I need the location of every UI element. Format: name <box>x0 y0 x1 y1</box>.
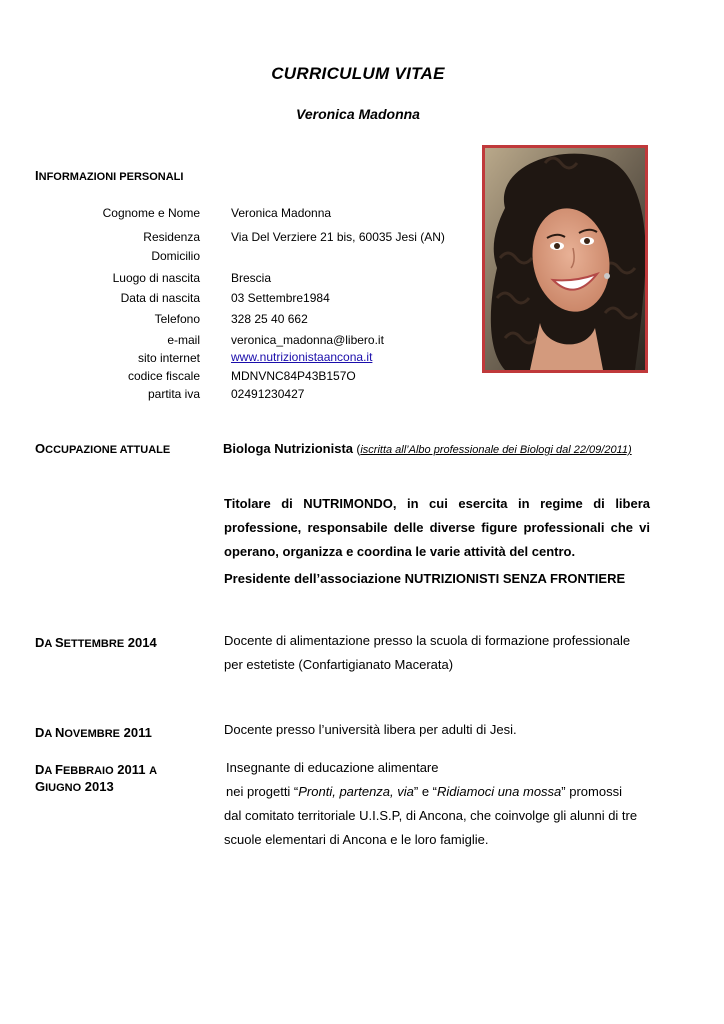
label-full-name: Cognome e Nome <box>102 206 200 220</box>
occupation-president: Presidente dell’associazione NUTRIZIONISTI SENZA FRONTIERE <box>224 571 626 586</box>
value-website-link[interactable]: www.nutrizionistaancona.it <box>231 350 373 364</box>
value-vat-number: 02491230427 <box>231 387 305 401</box>
experience-line-1: Insegnante di educazione alimentare <box>226 760 439 775</box>
experience-date-line-1: DA FEBBRAIO 2011 A <box>35 762 158 777</box>
document-title: CURRICULUM VITAE <box>271 64 445 83</box>
experience-line-2: nei progetti “Pronti, partenza, via” e “Ridiamoci una mossa” promossi <box>226 784 622 799</box>
label-email: e-mail <box>167 333 200 347</box>
value-residence: Via Del Verziere 21 bis, 60035 Jesi (AN) <box>231 230 445 244</box>
experience-date-feb-2011-jun-2013 <box>35 762 157 796</box>
value-birthplace: Brescia <box>231 271 272 285</box>
occupation-role: Biologa Nutrizionista <box>223 441 353 456</box>
experience-text-feb-2011 <box>224 756 650 852</box>
experience-line-4: scuole elementari di Ancona e le loro famiglie. <box>224 832 489 847</box>
person-name: Veronica Madonna <box>296 106 420 122</box>
occupation-registration-note: iscritta all’Albo professionale dei Biologi dal 22/09/2011) <box>360 444 632 456</box>
value-full-name: Veronica Madonna <box>231 206 332 220</box>
experience-line-3: dal comitato territoriale U.I.S.P, di Ancona, che coinvolge gli alunni di tre <box>224 808 638 823</box>
experience-text-sep-2014: Docente di alimentazione presso la scuola di formazione professionale per estetiste (Confartigianato Macerata) <box>224 633 631 672</box>
label-domicile: Domicilio <box>151 249 200 263</box>
value-tax-code: MDNVNC84P43B157O <box>231 369 356 383</box>
value-email: veronica_madonna@libero.it <box>231 333 384 347</box>
occupation-paragraph: Titolare di NUTRIMONDO, in cui esercita in regime di libera professione, responsabile delle diverse figure professionali che vi operano, organizza e coordina le varie attività del centro. <box>224 496 650 559</box>
label-phone: Telefono <box>154 312 200 326</box>
portrait-image <box>485 148 645 370</box>
label-residence: Residenza <box>143 230 200 244</box>
label-birthdate: Data di nascita <box>120 291 200 305</box>
label-tax-code: codice fiscale <box>127 369 200 383</box>
value-phone: 328 25 40 662 <box>231 312 308 326</box>
label-birthplace: Luogo di nascita <box>112 271 200 285</box>
experience-date-sep-2014: DA SETTEMBRE 2014 <box>35 635 157 650</box>
label-website: sito internet <box>137 351 200 365</box>
section-personal-info-heading: INFORMAZIONI PERSONALI <box>35 168 184 183</box>
occupation-role-line: Biologa Nutrizionista (iscritta all’Albo professionale dei Biologi dal 22/09/2011) <box>223 441 632 456</box>
experience-date-line-2: GIUGNO 2013 <box>35 779 114 794</box>
portrait-photo <box>482 145 648 373</box>
section-occupation-heading: OCCUPAZIONE ATTUALE <box>35 441 171 456</box>
value-birthdate: 03 Settembre1984 <box>231 291 330 305</box>
experience-text-nov-2011: Docente presso l’università libera per adulti di Jesi. <box>224 722 517 737</box>
label-vat-number: partita iva <box>147 387 200 401</box>
experience-date-nov-2011: DA NOVEMBRE 2011 <box>35 725 152 740</box>
